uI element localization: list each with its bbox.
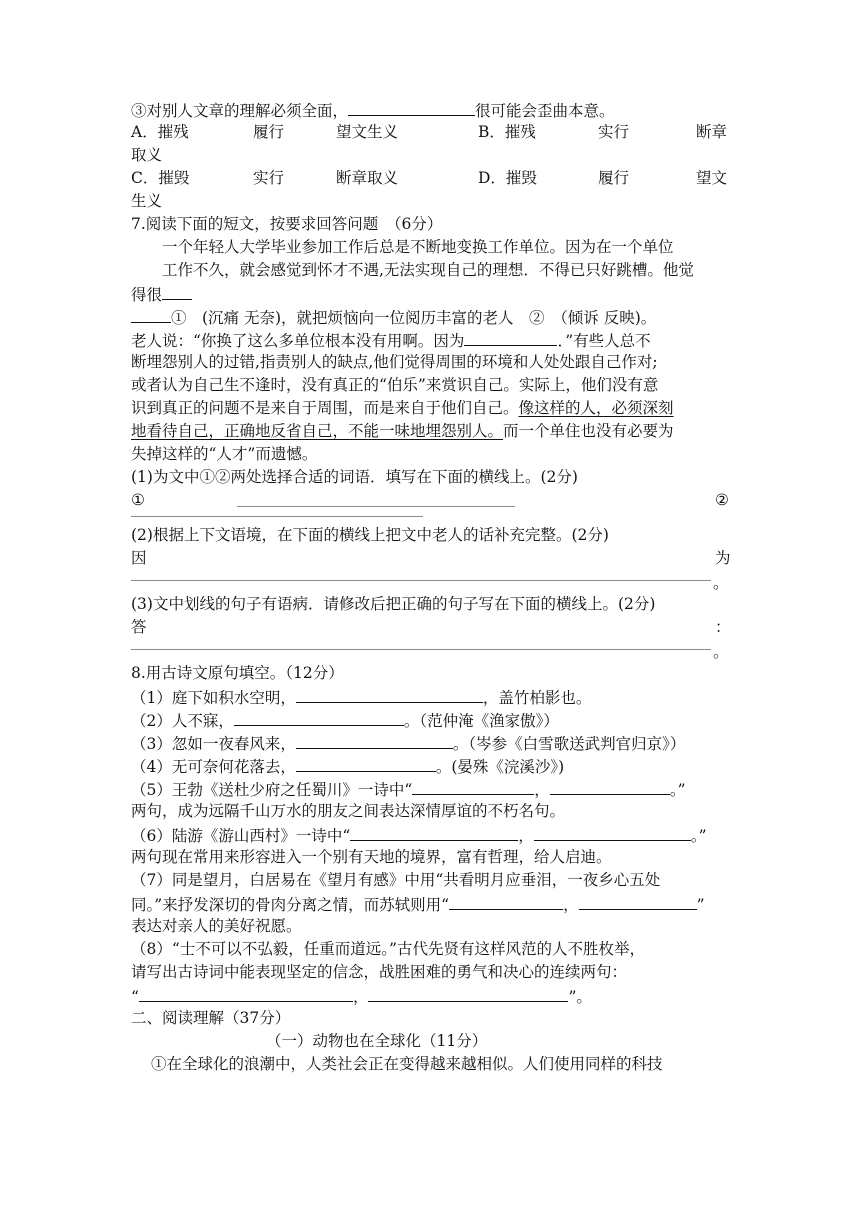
answer-blank[interactable] — [296, 731, 453, 749]
q8-text: ， — [352, 988, 369, 1006]
answer-blank[interactable] — [139, 984, 353, 1002]
answer-blank[interactable] — [449, 892, 563, 910]
q8-item7: （7）同是望月，白居易在《望月有感》中用“共看明月应垂泪，一夜乡心五处 — [131, 871, 661, 889]
q8-item6-cont: 两句现在常用来形容进入一个别有天地的境界，富有哲理，给人启迪。 — [131, 848, 612, 866]
q7-passage-line: 或者认为自己生不逢时，没有真正的“伯乐”来赏识自己。实际上，他们没有意 — [131, 376, 659, 394]
q7-sub3-answer — [131, 616, 731, 639]
q6-item3-pre: ③对别人文章的理解必须全面， — [131, 102, 349, 120]
q6-option-d-wrap: 生义 — [131, 192, 163, 210]
answer-blank[interactable] — [131, 305, 171, 323]
q7-sub1-answer — [131, 489, 731, 512]
underlined-sentence: 地看待自己，正确地反省自己，不能一味地埋怨别人。 — [131, 422, 504, 440]
q7-passage-line: 断埋怨别人的过错,指责别人的缺点,他们觉得周围的环境和人处处跟自己作对; — [131, 353, 658, 371]
exam-page — [131, 98, 731, 1076]
option-a-word2: 履行 — [253, 123, 285, 141]
q7-passage-line — [131, 305, 731, 328]
q7-passage-line — [131, 328, 731, 351]
q8-text: （2）人不寐， — [131, 712, 234, 730]
q7-sub2: (2)根据上下文语境，在下面的横线上把文中老人的话补充完整。(2分) — [131, 526, 609, 544]
answer-blank[interactable] — [162, 282, 192, 300]
section-2-title: 二、阅读理解（37分） — [131, 1009, 291, 1027]
answer-blank[interactable] — [579, 892, 697, 910]
q8-item2 — [131, 708, 731, 731]
answer-prefix: 因 — [131, 549, 147, 567]
q7-sub1-answer-2 — [131, 512, 731, 524]
q7-sub1: (1)为文中①②两处选择合适的词语．填写在下面的横线上。(2分) — [131, 468, 578, 486]
q8-text: 。(晏殊《浣溪沙》) — [435, 758, 565, 776]
q8-text: ”。 — [568, 988, 592, 1006]
q8-item5 — [131, 777, 731, 800]
q7-sub2-answer-line — [131, 570, 731, 593]
option-d-word3: 望文 — [696, 169, 728, 187]
option-b-label: B．摧残 — [478, 123, 536, 141]
q8-text: 。” — [669, 781, 686, 799]
q8-text: 同。”来抒发深切的骨肉分离之情，而苏轼则用“ — [131, 896, 450, 914]
q7-sub2-answer — [131, 547, 731, 570]
q7-passage-line: 失掉这样的“人才”而遗憾。 — [131, 445, 318, 463]
q7-passage-line: 一个年轻人大学毕业参加工作后总是不断地变换工作单位。因为在一个单位 — [162, 238, 674, 256]
q8-text: ，盖竹柏影也。 — [482, 689, 592, 707]
q8-text: ” — [696, 896, 705, 914]
option-b-word3: 断章 — [696, 123, 728, 141]
q7-sub3: (3)文中划线的句子有语病．请修改后把正确的句子写在下面的横线上。(2分) — [131, 595, 656, 613]
q7-passage-line: 工作不久，就会感觉到怀才不遇,无法实现自己的理想．不得已只好跳槽。他觉 — [162, 261, 694, 279]
answer-blank[interactable] — [348, 98, 475, 116]
q8-item5-cont: 两句，成为远隔千山万水的朋友之间表达深情厚谊的不朽名句。 — [131, 802, 566, 820]
colon-mark: ： — [715, 618, 731, 636]
q8-item6 — [131, 823, 731, 846]
option-d-label: D．摧毁 — [478, 169, 537, 187]
q8-item7-cont2: 表达对亲人的美好祝愿。 — [131, 917, 302, 935]
answer-blank[interactable] — [234, 708, 404, 726]
q6-options-cd — [131, 167, 731, 190]
q8-item3 — [131, 731, 731, 754]
q8-title: 8.用古诗文原句填空。（12分） — [131, 664, 344, 682]
q7-passage-text: 而一个单住也没有必要为 — [503, 422, 674, 440]
option-c-word2: 实行 — [253, 169, 285, 187]
option-c-label: C．摧毁 — [131, 169, 190, 187]
q7-passage-text: ．”有些人总不 — [557, 332, 651, 350]
answer-blank[interactable] — [534, 823, 691, 841]
q6-item3 — [131, 98, 731, 121]
q8-text: （5）王勃《送杜少府之任蜀川》一诗中“ — [131, 781, 413, 799]
q7-passage-text: ① (沉痛 无奈)，就把烦恼向一位阅历丰富的老人 ② （倾诉 反映)。 — [171, 309, 657, 327]
option-b-word2: 实行 — [598, 123, 630, 141]
answer-blank[interactable] — [350, 823, 518, 841]
q8-item7-cont — [131, 892, 731, 915]
q7-title: 7.阅读下面的短文，按要求回答问题 （6分） — [131, 215, 443, 233]
q7-passage-line — [131, 282, 731, 305]
q8-item8-answer — [131, 984, 731, 1007]
q8-text: （3）忽如一夜春风来， — [131, 735, 296, 753]
q8-text: ， — [518, 827, 534, 845]
option-d-word2: 履行 — [598, 169, 630, 187]
q8-item4 — [131, 754, 731, 777]
q8-item8: （8）“士不可以不弘毅，任重而道远。”古代先贤有这样风范的人不胜枚举， — [131, 940, 645, 958]
q7-passage-text: 识到真正的问题不是来自于周围，而是来自于他们自己。 — [131, 399, 519, 417]
answer-blank[interactable] — [296, 754, 436, 772]
answer-line[interactable] — [131, 580, 711, 581]
q7-passage-text: 老人说：“你换了这么多单位根本没有用啊。因为 — [131, 332, 465, 350]
q8-text: （1）庭下如积水空明， — [131, 689, 296, 707]
section-2-paragraph: ①在全球化的浪潮中，人类社会正在变得越来越相似。人们使用同样的科技 — [151, 1055, 663, 1073]
q6-options-ab — [131, 121, 731, 144]
q8-text: 。（岑参《白雪歌送武判官归京》） — [452, 735, 686, 753]
answer-blank[interactable] — [296, 685, 483, 703]
q8-item1 — [131, 685, 731, 708]
answer-line[interactable] — [131, 649, 711, 650]
period-mark: 。 — [713, 643, 729, 661]
blank-marker-1: ① — [131, 491, 145, 509]
answer-line[interactable] — [131, 516, 423, 517]
q8-text: ， — [534, 781, 550, 799]
q8-item8-cont: 请写出古诗词中能表现坚定的信念，战胜困难的勇气和决心的连续两句： — [131, 963, 628, 981]
q7-sub3-answer-line — [131, 639, 731, 662]
q8-text: （6）陆游《游山西村》一诗中“ — [131, 827, 351, 845]
answer-blank[interactable] — [412, 777, 534, 795]
q6-option-b-wrap: 取义 — [131, 146, 163, 164]
option-a-label: A．摧残 — [131, 123, 189, 141]
section-2-subtitle: （一）动物也在全球化（11分） — [266, 1032, 488, 1050]
q8-text: 。” — [690, 827, 707, 845]
answer-blank[interactable] — [368, 984, 568, 1002]
option-c-word3: 断章取义 — [336, 169, 399, 187]
option-a-word3: 望文生义 — [336, 123, 399, 141]
q8-text: （4）无可奈何花落去， — [131, 758, 296, 776]
answer-line[interactable] — [237, 506, 515, 507]
q8-text: 。（范仲淹《渔家傲》） — [403, 712, 559, 730]
q7-passage-text: 得很 — [131, 286, 163, 304]
q8-text: “ — [131, 988, 139, 1006]
answer-blank[interactable] — [550, 777, 670, 795]
q7-passage-line — [131, 397, 731, 420]
answer-prefix-2: 为 — [715, 549, 731, 567]
underlined-sentence: 像这样的人，必须深刻 — [518, 399, 674, 417]
answer-blank[interactable] — [464, 328, 557, 346]
q6-item3-post: 很可能会歪曲本意。 — [475, 102, 615, 120]
q8-text: ， — [563, 896, 579, 914]
period-mark: 。 — [713, 574, 729, 592]
blank-marker-2: ② — [715, 491, 729, 509]
answer-prefix: 答 — [131, 618, 147, 636]
q7-passage-line — [131, 420, 731, 443]
